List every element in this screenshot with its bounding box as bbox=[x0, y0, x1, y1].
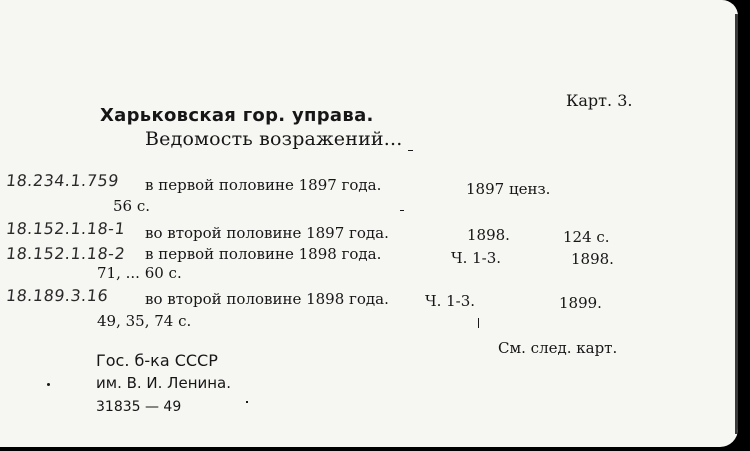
entry-1-edition: 1897 ценз. bbox=[466, 180, 551, 198]
speck-mark bbox=[246, 401, 248, 403]
entry-4-period: во второй половине 1898 года. bbox=[145, 290, 389, 308]
entry-3-year: 1898. bbox=[571, 250, 614, 268]
see-next-card: См. след. карт. bbox=[498, 339, 618, 357]
shelfmark-4: 18.189.3.16 bbox=[5, 286, 110, 305]
entry-4-pages: 49, 35, 74 с. bbox=[97, 312, 192, 330]
entry-1-pages: 56 с. bbox=[113, 197, 151, 215]
card-number: Карт. 3. bbox=[566, 91, 633, 110]
card-edge-shadow bbox=[735, 14, 738, 434]
library-dedication: им. В. И. Ленина. bbox=[96, 374, 232, 392]
shelfmark-2: 18.152.1.18-1 bbox=[5, 219, 127, 238]
card-subheading: Ведомость возражений... bbox=[145, 128, 403, 150]
speck-mark bbox=[478, 318, 479, 328]
card-heading: Харьковская гор. управа. bbox=[100, 105, 374, 126]
entry-3-parts: Ч. 1-3. bbox=[451, 249, 502, 267]
entry-1-period: в первой половине 1897 года. bbox=[145, 176, 382, 194]
speck-mark bbox=[400, 210, 404, 211]
entry-3-pages: 71, ... 60 с. bbox=[97, 264, 182, 282]
speck-mark bbox=[408, 150, 413, 151]
entry-2-pages: 124 с. bbox=[563, 228, 610, 246]
entry-3-period: в первой половине 1898 года. bbox=[145, 245, 382, 263]
entry-4-parts: Ч. 1-3. bbox=[425, 292, 476, 310]
shelfmark-3: 18.152.1.18-2 bbox=[5, 244, 127, 263]
speck-mark bbox=[47, 383, 50, 386]
entry-2-year: 1898. bbox=[467, 226, 510, 244]
entry-4-year: 1899. bbox=[559, 294, 602, 312]
library-name: Гос. б-ка СССР bbox=[96, 351, 218, 370]
entry-2-period: во второй половине 1897 года. bbox=[145, 224, 389, 242]
shelfmark-1: 18.234.1.759 bbox=[5, 171, 120, 190]
library-print-code: 31835 — 49 bbox=[96, 399, 182, 415]
